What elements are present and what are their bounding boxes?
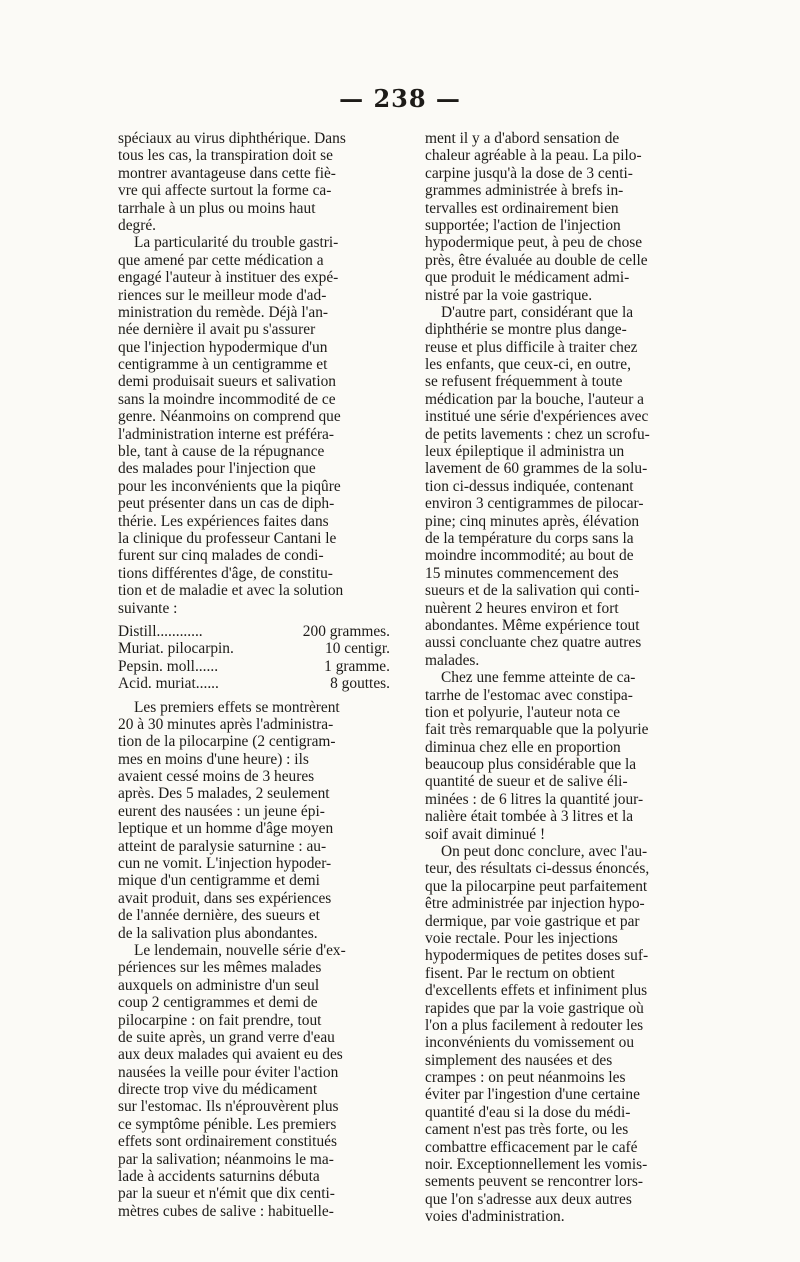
text-line: que l'injection hypodermique d'un (118, 338, 328, 356)
text-line: eurent des nausées : un jeune épi- (118, 802, 325, 820)
prescription-row (118, 640, 390, 657)
text-line: l'administration interne est préféra- (118, 425, 335, 443)
right-column (425, 130, 697, 1226)
text-line: La particularité du trouble gastri- (134, 234, 339, 252)
text-line: diminua chez elle en proportion (425, 738, 621, 756)
text-line: périences sur les mêmes malades (118, 959, 322, 977)
text-line: tion ci-dessus indiquée, contenant (425, 477, 634, 495)
right-text-block (425, 130, 697, 1226)
text-line: voie rectale. Pour les injections (425, 929, 618, 947)
left-text-block-2 (118, 699, 390, 1221)
text-line: tarrhale à un plus ou moins haut (118, 199, 316, 217)
text-line: de l'année dernière, des sueurs et (118, 907, 320, 925)
text-line: nausées la veille pour éviter l'action (118, 1063, 339, 1081)
text-line: montrer avantageuse dans cette fiè- (118, 164, 336, 182)
text-line: aux deux malades qui avaient eu des (118, 1046, 343, 1064)
text-line: de suite après, un grand verre d'eau (118, 1028, 335, 1046)
text-line: 15 minutes commencement des (425, 564, 619, 582)
text-line: tion et polyurie, l'auteur nota ce (425, 703, 621, 721)
text-line: lavement de 60 grammes de la solu- (425, 460, 648, 478)
text-line: de la température du corps sans la (425, 529, 634, 547)
text-line: Chez une femme atteinte de ca- (441, 669, 636, 687)
text-line: 20 à 30 minutes après l'administra- (118, 715, 334, 733)
text-line: tous les cas, la transpiration doit se (118, 147, 333, 165)
text-line: cament n'est pas très forte, ou les (425, 1121, 629, 1139)
text-line: ment il y a d'abord sensation de (425, 130, 620, 147)
text-line: nalière était tombée à 3 litres et la (425, 808, 634, 826)
text-line: se refusent fréquemment à toute (425, 373, 623, 391)
text-line: après. Des 5 malades, 2 seulement (118, 785, 330, 803)
text-line: nuèrent 2 heures environ et fort (425, 599, 619, 617)
text-line: que l'on s'adresse aux deux autres (425, 1190, 632, 1208)
text-line: abondantes. Même expérience tout (425, 616, 640, 634)
text-line: fisent. Par le rectum on obtient (425, 964, 615, 982)
text-line: que amené par cette médication a (118, 251, 324, 269)
text-line: que la pilocarpine peut parfaitement (425, 877, 648, 895)
text-line: minées : de 6 litres la quantité jour- (425, 790, 644, 808)
text-line: institué une série d'expériences avec (425, 408, 649, 426)
text-line: simplement des nausées et des (425, 1051, 613, 1069)
text-line: quantité d'eau si la dose du médi- (425, 1103, 631, 1121)
text-line: D'autre part, considérant que la (441, 303, 634, 321)
text-line: l'on a plus facilement à redouter les (425, 1016, 644, 1034)
text-line: soif avait diminué ! (425, 825, 546, 843)
text-line: de la salivation plus abondantes. (118, 924, 318, 942)
text-line: reuse et plus difficile à traiter chez (425, 338, 638, 356)
text-line: de petits lavements : chez un scrofu- (425, 425, 650, 443)
text-line: furent sur cinq malades de condi- (118, 547, 324, 565)
text-line: grammes administrée à brefs in- (425, 182, 624, 200)
text-line: environ 3 centigrammes de pilocar- (425, 495, 644, 513)
text-line: éviter par l'ingestion d'une certaine (425, 1086, 640, 1104)
text-line: teur, des résultats ci-dessus énoncés, (425, 860, 650, 878)
text-line: tions différentes d'âge, de constitu- (118, 564, 333, 582)
text-line: les enfants, que ceux-ci, en outre, (425, 356, 631, 374)
text-line: centigramme à un centigramme et (118, 356, 328, 374)
text-line: sur l'estomac. Ils n'éprouvèrent plus (118, 1098, 339, 1116)
text-line: Les premiers effets se montrèrent (134, 698, 340, 716)
text-line: demi produisait sueurs et salivation (118, 373, 336, 391)
text-line: d'excellents effets et infiniment plus (425, 982, 648, 1000)
text-line: effets sont ordinairement constitués (118, 1133, 337, 1151)
text-line: genre. Néanmoins on comprend que (118, 408, 341, 426)
text-line: riences sur le meilleur mode d'ad- (118, 286, 327, 304)
text-line: combattre efficacement par le café (425, 1138, 638, 1156)
prescription-quantity: 10 centigr. (325, 640, 390, 658)
text-line: être administrée par injection hypo- (425, 895, 645, 913)
prescription-item: Pepsin. moll...... (118, 657, 219, 675)
prescription-quantity: 1 gramme. (324, 657, 390, 675)
page-number: — 238 — (339, 84, 461, 113)
text-line: peut présenter dans un cas de diph- (118, 495, 335, 513)
text-line: hypodermique peut, à peu de chose (425, 234, 643, 252)
text-line: coup 2 centigrammes et demi de (118, 994, 318, 1012)
text-line: sans la moindre incommodité de ce (118, 390, 336, 408)
text-line: moindre incommodité; au bout de (425, 547, 634, 565)
text-line: voies d'administration. (425, 1208, 565, 1226)
text-line: mique d'un centigramme et demi (118, 872, 320, 890)
text-line: engagé l'auteur à instituer des expé- (118, 269, 339, 287)
text-line: suivante : (118, 599, 178, 617)
prescription-item: Distill............ (118, 622, 203, 640)
text-line: auxquels on administre d'un seul (118, 976, 320, 994)
text-line: des malades pour l'injection que (118, 460, 316, 478)
text-line: pour les inconvénients que la piqûre (118, 477, 341, 495)
text-line: hypodermiques de petites doses suf- (425, 947, 649, 965)
text-line: chaleur agréable à la peau. La pilo- (425, 147, 642, 165)
text-line: Le lendemain, nouvelle série d'ex- (134, 941, 346, 959)
text-line: mètres cubes de salive : habituelle- (118, 1202, 334, 1220)
text-line: près, être évaluée au double de celle (425, 251, 648, 269)
text-line: née dernière il avait pu s'assurer (118, 321, 316, 339)
text-line: par la sueur et n'émit que dix centi- (118, 1185, 335, 1203)
prescription-item: Acid. muriat...... (118, 675, 219, 693)
text-line: quantité de sueur et de salive éli- (425, 773, 628, 791)
text-line: mes en moins d'une heure) : ils (118, 750, 309, 768)
text-line: On peut donc conclure, avec l'au- (441, 843, 648, 861)
text-line: la clinique du professeur Cantani le (118, 529, 337, 547)
text-line: lade à accidents saturnins débuta (118, 1168, 320, 1186)
text-line: avait produit, dans ses expériences (118, 889, 332, 907)
text-line: carpine jusqu'à la dose de 3 centi- (425, 164, 633, 182)
text-line: atteint de paralysie saturnine : au- (118, 837, 327, 855)
text-line: noir. Exceptionnellement les vomis- (425, 1156, 648, 1174)
text-line: vre qui affecte surtout la forme ca- (118, 182, 332, 200)
text-line: leptique et un homme d'âge moyen (118, 820, 334, 838)
text-line: que produit le médicament admi- (425, 269, 630, 287)
prescription-table (118, 623, 390, 693)
text-line: aussi concluante chez quatre autres (425, 634, 642, 652)
text-line: tervalles est ordinairement bien (425, 199, 619, 217)
text-line: degré. (118, 216, 157, 234)
text-line: beaucoup plus considérable que la (425, 756, 637, 774)
text-line: ministration du remède. Déjà l'an- (118, 303, 329, 321)
text-line: tion de la pilocarpine (2 centigram- (118, 733, 336, 751)
text-line: avaient cessé moins de 3 heures (118, 768, 315, 786)
text-line: tarrhe de l'estomac avec constipa- (425, 686, 633, 704)
text-line: pine; cinq minutes après, élévation (425, 512, 640, 530)
text-line: inconvénients du vomissement ou (425, 1034, 635, 1052)
text-line: nistré par la voie gastrique. (425, 286, 593, 304)
prescription-item: Muriat. pilocarpin. (118, 640, 234, 658)
prescription-row (118, 675, 390, 692)
prescription-row (118, 623, 390, 640)
text-line: sements peuvent se rencontrer lors- (425, 1173, 643, 1191)
text-line: sueurs et de la salivation qui conti- (425, 582, 640, 600)
left-column (118, 130, 390, 1220)
text-line: diphthérie se montre plus dange- (425, 321, 627, 339)
text-line: médication par la bouche, l'auteur a (425, 390, 645, 408)
text-line: rapides que par la voie gastrique où (425, 999, 644, 1017)
prescription-quantity: 200 grammes. (302, 622, 390, 640)
text-line: crampes : on peut néanmoins les (425, 1069, 626, 1087)
text-line: malades. (425, 651, 480, 669)
prescription-row (118, 658, 390, 675)
text-line: thérie. Les expériences faites dans (118, 512, 329, 530)
text-line: directe trop vive du médicament (118, 1081, 318, 1099)
prescription-quantity: 8 gouttes. (330, 675, 390, 693)
text-line: tion et de maladie et avec la solution (118, 582, 344, 600)
text-line: cun ne vomit. L'injection hypoder- (118, 855, 332, 873)
text-line: ble, tant à cause de la répugnance (118, 443, 325, 461)
text-line: spéciaux au virus diphthérique. Dans (118, 130, 346, 147)
text-line: fait très remarquable que la polyurie (425, 721, 649, 739)
text-line: leux épileptique il administra un (425, 443, 625, 461)
text-line: ce symptôme pénible. Les premiers (118, 1115, 337, 1133)
text-line: supportée; l'action de l'injection (425, 216, 621, 234)
left-text-block-1 (118, 130, 390, 617)
text-line: pilocarpine : on fait prendre, tout (118, 1011, 322, 1029)
text-line: dermique, par voie gastrique et par (425, 912, 640, 930)
text-line: par la salivation; néanmoins le ma- (118, 1150, 334, 1168)
